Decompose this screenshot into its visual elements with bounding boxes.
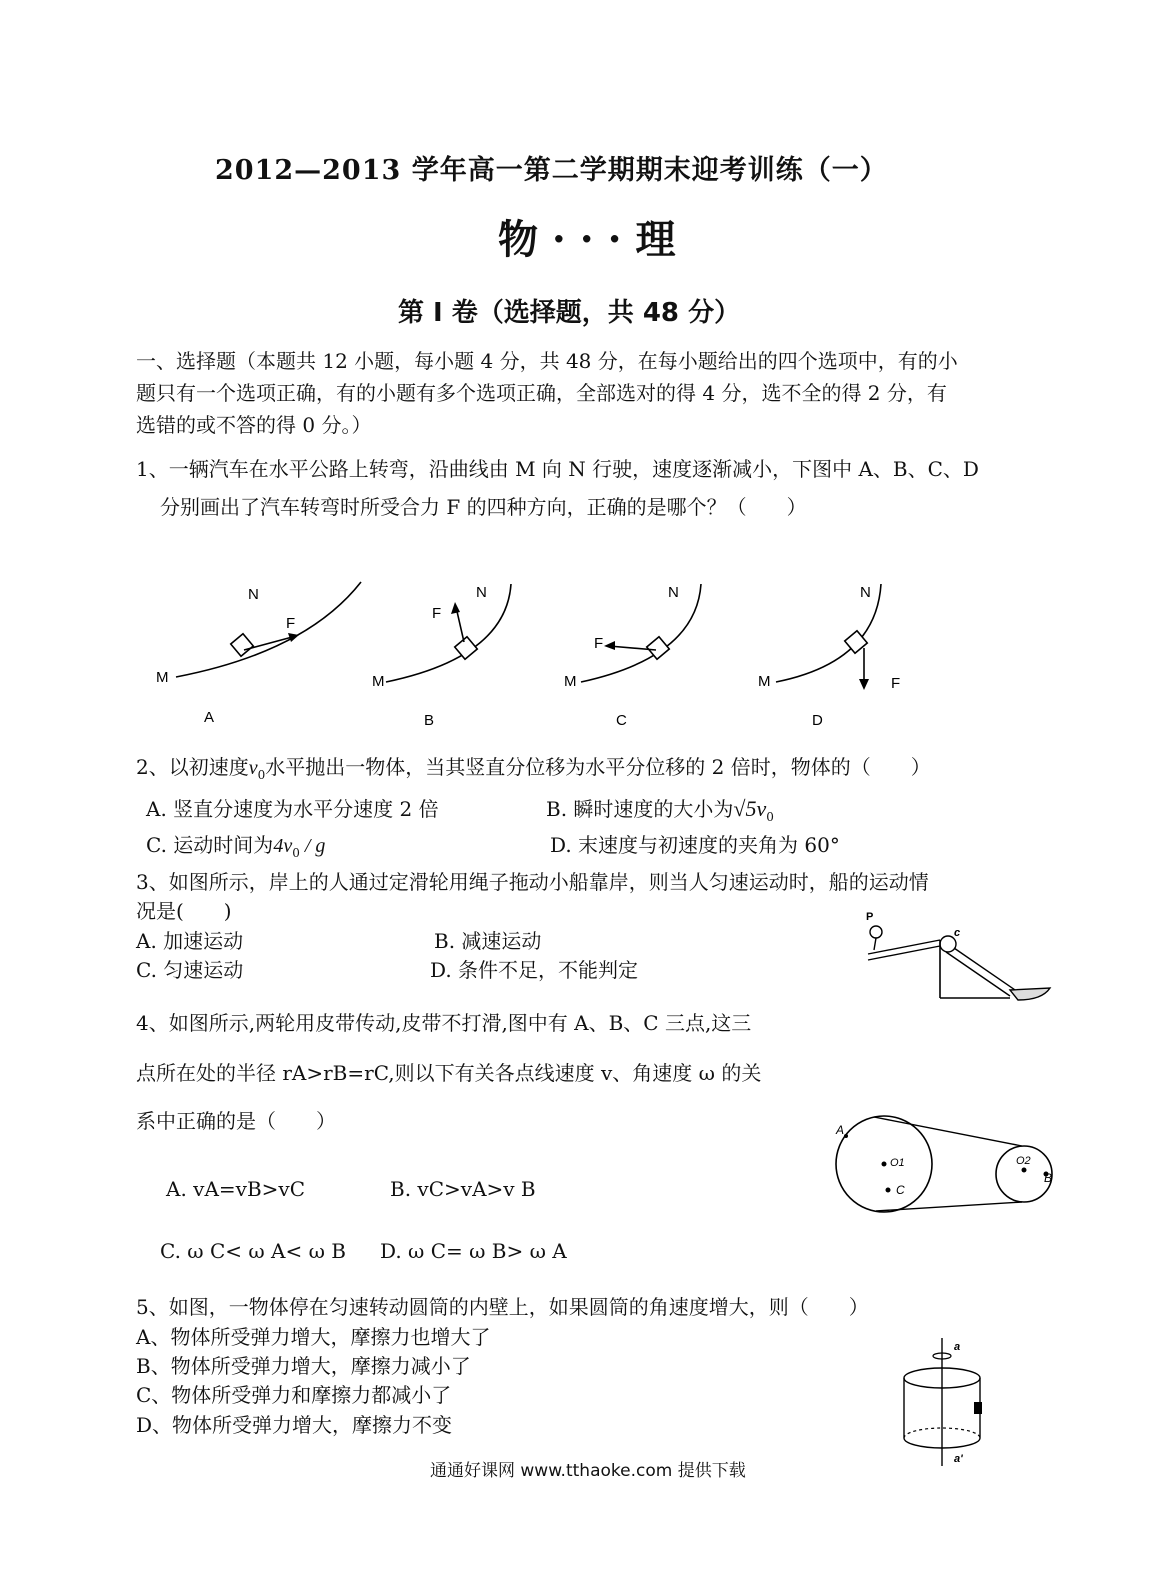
q1-c-f-label: F xyxy=(594,635,604,652)
q2-stem-suffix: 水平抛出一物体，当其竖直分位移为水平分位移的 2 倍时，物体的（ ） xyxy=(265,755,931,779)
q1-a-f-label: F xyxy=(286,615,296,632)
q4-b-label: B xyxy=(1044,1171,1053,1185)
q2-option-d: D. 末速度与初速度的夹角为 60° xyxy=(550,833,840,857)
q1-c-n-label: N xyxy=(668,584,679,601)
q1-d-f-label: F xyxy=(891,675,901,692)
q2-option-b-sub: 0 xyxy=(766,810,774,824)
q1-a-n-label: N xyxy=(248,586,259,603)
q2-stem-var: v xyxy=(248,757,258,779)
q1-a-m-label: M xyxy=(156,669,169,686)
q4-option-b: B. vC>vA>v B xyxy=(390,1177,536,1201)
q4-option-a: A. vA=vB>vC xyxy=(166,1177,306,1201)
q2-stem-sub: 0 xyxy=(257,768,266,782)
q2-option-b xyxy=(546,794,774,832)
q4-a-label: A xyxy=(836,1123,845,1137)
q1-panel-c xyxy=(564,584,701,729)
q2-option-c-math-2: / g xyxy=(299,835,326,857)
q4-stem-line-1: 4、如图所示,两轮用皮带传动,皮带不打滑,图中有 A、B、C 三点,这三 xyxy=(136,1011,752,1035)
q2-option-a: A. 竖直分速度为水平分速度 2 倍 xyxy=(146,797,439,821)
q1-b-n-label: N xyxy=(476,584,487,601)
subject-title: 物 · · · 理 xyxy=(498,216,676,263)
q3-stem-line-1: 3、如图所示，岸上的人通过定滑轮用绳子拖动小船靠岸，则当人匀速运动时，船的运动情 xyxy=(136,870,929,894)
q5-a-label: a xyxy=(954,1341,961,1353)
q1-b-label: B xyxy=(424,712,435,729)
q1-panel-b xyxy=(372,584,511,729)
q3-p-label: P xyxy=(866,911,874,923)
q2-option-c xyxy=(146,830,325,868)
q2-stem xyxy=(136,752,931,790)
q1-b-f-label: F xyxy=(432,605,442,622)
instructions-line-3: 选错的或不答的得 0 分。） xyxy=(136,413,372,437)
q3-option-a: A. 加速运动 xyxy=(136,929,244,953)
q4-stem-line-2: 点所在处的半径 rA>rB=rC,则以下有关各点线速度 v、角速度 ω 的关 xyxy=(136,1061,762,1085)
q1-panel-a xyxy=(156,582,361,726)
person-icon xyxy=(870,926,882,938)
q1-stem-line-1: 1、一辆汽车在水平公路上转弯，沿曲线由 M 向 N 行驶，速度逐渐减小，下图中 A、B、C、D xyxy=(136,457,979,481)
q2-option-c-sub: 0 xyxy=(292,846,300,860)
q1-b-m-label: M xyxy=(372,673,385,690)
q1-d-n-label: N xyxy=(860,584,871,601)
q4-c-label: C xyxy=(896,1183,905,1197)
q5-stem: 5、如图，一物体停在匀速转动圆筒的内壁上，如果圆筒的角速度增大，则（ ） xyxy=(136,1295,869,1319)
q3-figure xyxy=(860,906,1060,1006)
instructions-line-1: 一、选择题（本题共 12 小题，每小题 4 分，共 48 分，在每小题给出的四个选项中，有的小 xyxy=(136,349,958,373)
block-icon xyxy=(974,1402,982,1414)
instructions-line-2: 题只有一个选项正确，有的小题有多个选项正确，全部选对的得 4 分，选不全的得 2 分，有 xyxy=(136,381,947,405)
q5-option-d: D、物体所受弹力增大，摩擦力不变 xyxy=(136,1413,453,1437)
q2-option-b-math: √5v xyxy=(733,796,767,821)
q1-a-label: A xyxy=(204,709,215,726)
q1-panel-d xyxy=(758,584,900,729)
q4-figure xyxy=(826,1108,1066,1218)
q1-c-label: C xyxy=(616,712,627,729)
q4-option-d: D. ω C= ω B> ω A xyxy=(380,1239,567,1263)
q5-figure xyxy=(894,1334,1004,1474)
q1-c-m-label: M xyxy=(564,673,577,690)
footer-source: 通通好课网 www.tthaoke.com 提供下载 xyxy=(430,1461,746,1481)
q5-option-a: A、物体所受弹力增大，摩擦力也增大了 xyxy=(136,1325,491,1349)
q4-o1-label: O1 xyxy=(890,1157,905,1169)
q3-stem-line-2: 况是( ) xyxy=(136,899,232,923)
q1-d-label: D xyxy=(812,712,823,729)
q4-option-c: C. ω C< ω A< ω B xyxy=(160,1239,346,1263)
q1-stem-line-2: 分别画出了汽车转弯时所受合力 F 的四种方向，正确的是哪个？（ ） xyxy=(160,495,807,519)
q5-a-prime-label: a' xyxy=(954,1453,963,1465)
q2-option-b-prefix: B. 瞬时速度的大小为 xyxy=(546,797,734,821)
q5-option-b: B、物体所受弹力增大，摩擦力减小了 xyxy=(136,1354,471,1378)
q5-option-c: C、物体所受弹力和摩擦力都减小了 xyxy=(136,1383,452,1407)
q2-option-c-math-1: 4v xyxy=(273,835,293,857)
q4-stem-line-3: 系中正确的是（ ） xyxy=(136,1109,336,1133)
q1-d-m-label: M xyxy=(758,673,771,690)
q3-option-d: D. 条件不足，不能判定 xyxy=(430,958,639,982)
section-title: 第 I 卷（选择题，共 48 分） xyxy=(398,298,741,328)
boat-icon xyxy=(1010,988,1050,1000)
q3-option-c: C. 匀速运动 xyxy=(136,958,244,982)
exam-title: 2012—2013 学年高一第二学期期末迎考训练（一） xyxy=(215,155,888,186)
q1-figure xyxy=(136,562,956,742)
q3-option-b: B. 减速运动 xyxy=(434,929,542,953)
q3-c-label: c xyxy=(954,927,961,939)
q2-stem-prefix: 2、以初速度 xyxy=(136,755,249,779)
q4-o2-label: O2 xyxy=(1016,1155,1031,1167)
q2-option-c-prefix: C. 运动时间为 xyxy=(146,833,274,857)
